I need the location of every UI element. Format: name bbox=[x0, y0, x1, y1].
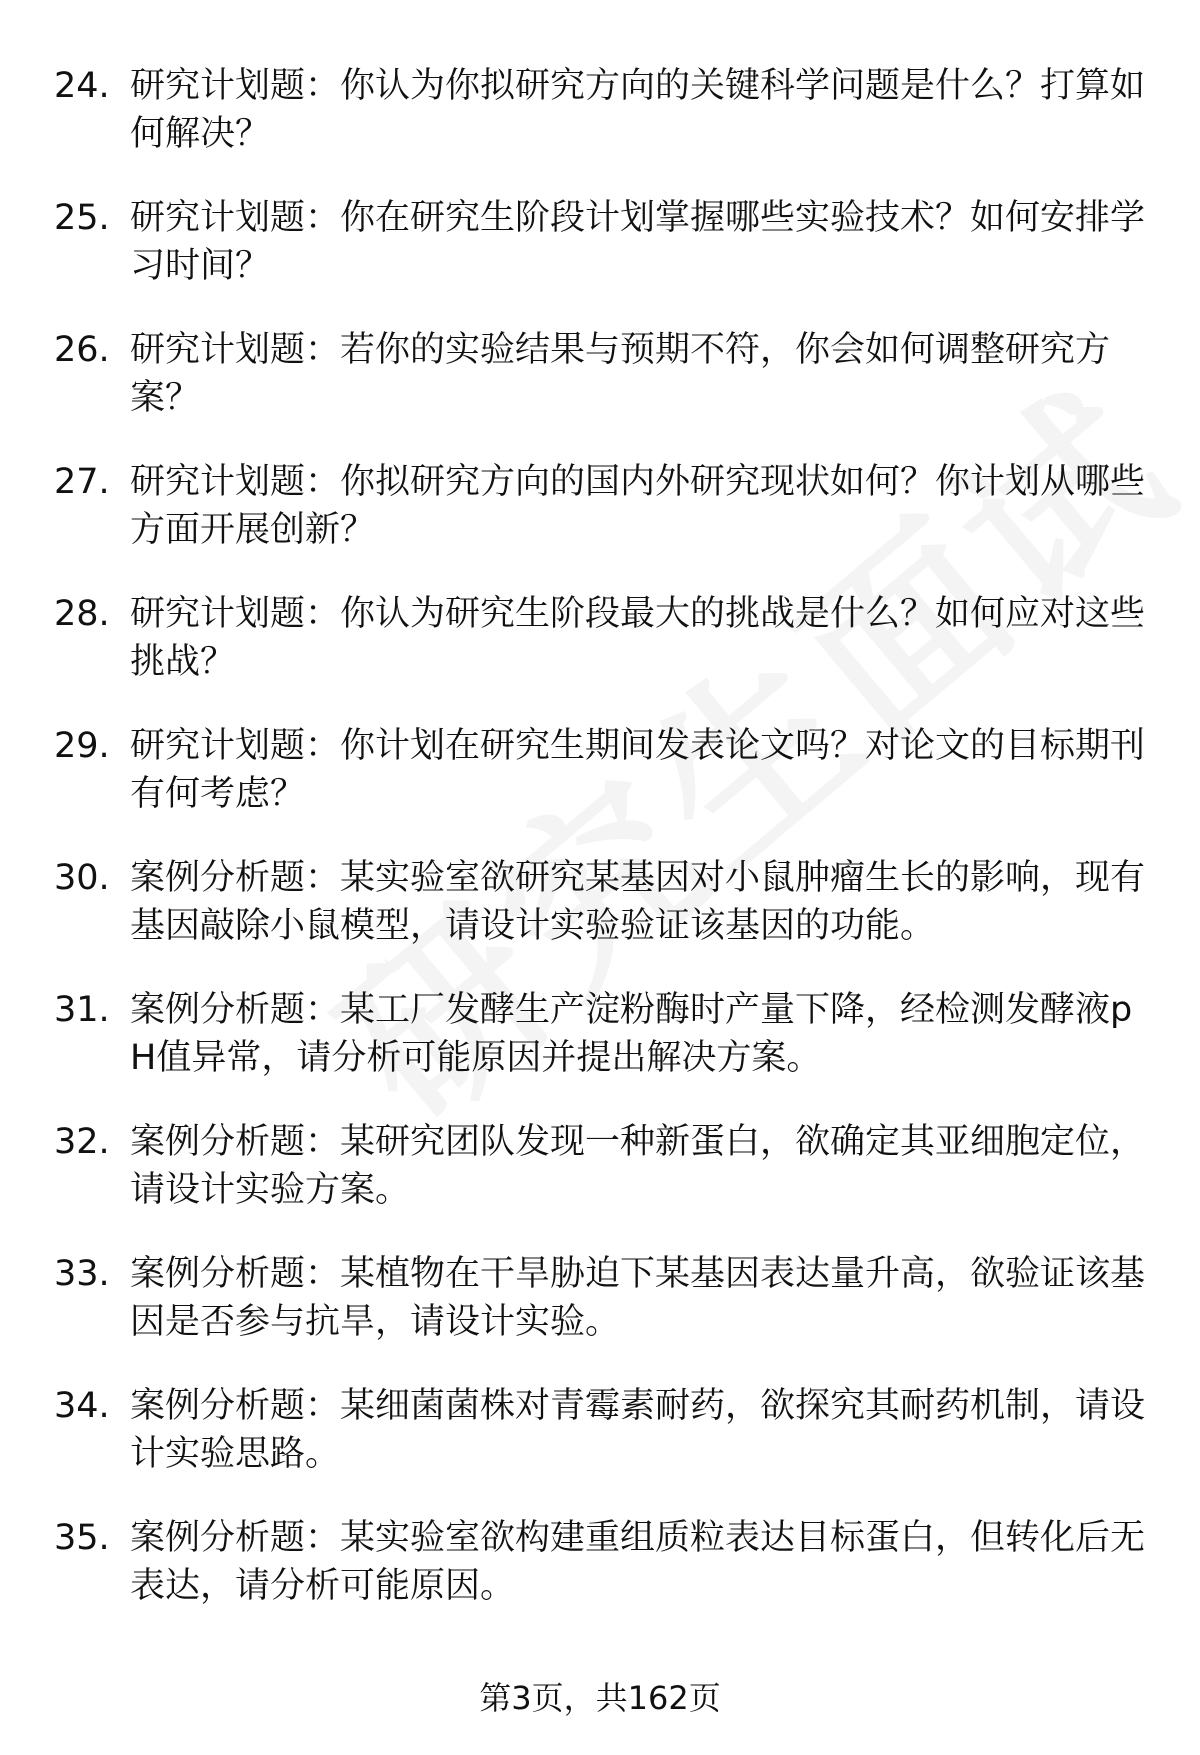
question-number: 24. bbox=[54, 66, 110, 106]
question-text: 案例分析题：某工厂发酵生产淀粉酶时产量下降，经检测发酵液pH值异常，请分析可能原因并提出解决方案。 bbox=[130, 990, 1133, 1078]
question-number: 26. bbox=[54, 330, 110, 370]
question-item bbox=[0, 1250, 1200, 1382]
question-text: 研究计划题：你在研究生阶段计划掌握哪些实验技术？如何安排学习时间？ bbox=[130, 198, 1146, 286]
question-item bbox=[0, 854, 1200, 986]
question-number: 34. bbox=[54, 1386, 110, 1426]
question-number: 35. bbox=[54, 1518, 110, 1558]
question-text: 案例分析题：某实验室欲构建重组质粒表达目标蛋白，但转化后无表达，请分析可能原因。 bbox=[130, 1518, 1146, 1606]
question-item bbox=[0, 590, 1200, 722]
question-number: 27. bbox=[54, 462, 110, 502]
question-item bbox=[0, 1118, 1200, 1250]
question-number: 28. bbox=[54, 594, 110, 634]
question-item bbox=[0, 722, 1200, 854]
question-item bbox=[0, 986, 1200, 1118]
question-number: 30. bbox=[54, 858, 110, 898]
question-item bbox=[0, 62, 1200, 194]
question-text: 案例分析题：某细菌菌株对青霉素耐药，欲探究其耐药机制，请设计实验思路。 bbox=[130, 1386, 1146, 1474]
question-text: 案例分析题：某研究团队发现一种新蛋白，欲确定其亚细胞定位，请设计实验方案。 bbox=[130, 1122, 1146, 1210]
question-text: 案例分析题：某实验室欲研究某基因对小鼠肿瘤生长的影响，现有基因敲除小鼠模型，请设计实验验证该基因的功能。 bbox=[130, 858, 1146, 946]
question-text: 案例分析题：某植物在干旱胁迫下某基因表达量升高，欲验证该基因是否参与抗旱，请设计实验。 bbox=[130, 1254, 1146, 1342]
question-item bbox=[0, 1382, 1200, 1514]
question-item bbox=[0, 1514, 1200, 1646]
question-text: 研究计划题：你计划在研究生期间发表论文吗？对论文的目标期刊有何考虑？ bbox=[130, 726, 1146, 814]
question-text: 研究计划题：你认为你拟研究方向的关键科学问题是什么？打算如何解决？ bbox=[130, 66, 1146, 154]
question-list bbox=[0, 62, 1200, 1646]
question-item bbox=[0, 458, 1200, 590]
question-number: 29. bbox=[54, 726, 110, 766]
question-item bbox=[0, 326, 1200, 458]
question-number: 31. bbox=[54, 990, 110, 1030]
question-number: 25. bbox=[54, 198, 110, 238]
question-text: 研究计划题：你拟研究方向的国内外研究现状如何？你计划从哪些方面开展创新？ bbox=[130, 462, 1146, 550]
question-text: 研究计划题：若你的实验结果与预期不符，你会如何调整研究方案？ bbox=[130, 330, 1111, 418]
question-text: 研究计划题：你认为研究生阶段最大的挑战是什么？如何应对这些挑战？ bbox=[130, 594, 1146, 682]
question-item bbox=[0, 194, 1200, 326]
question-number: 33. bbox=[54, 1254, 110, 1294]
page-number: 第3页，共162页 bbox=[479, 1679, 721, 1717]
question-number: 32. bbox=[54, 1122, 110, 1162]
